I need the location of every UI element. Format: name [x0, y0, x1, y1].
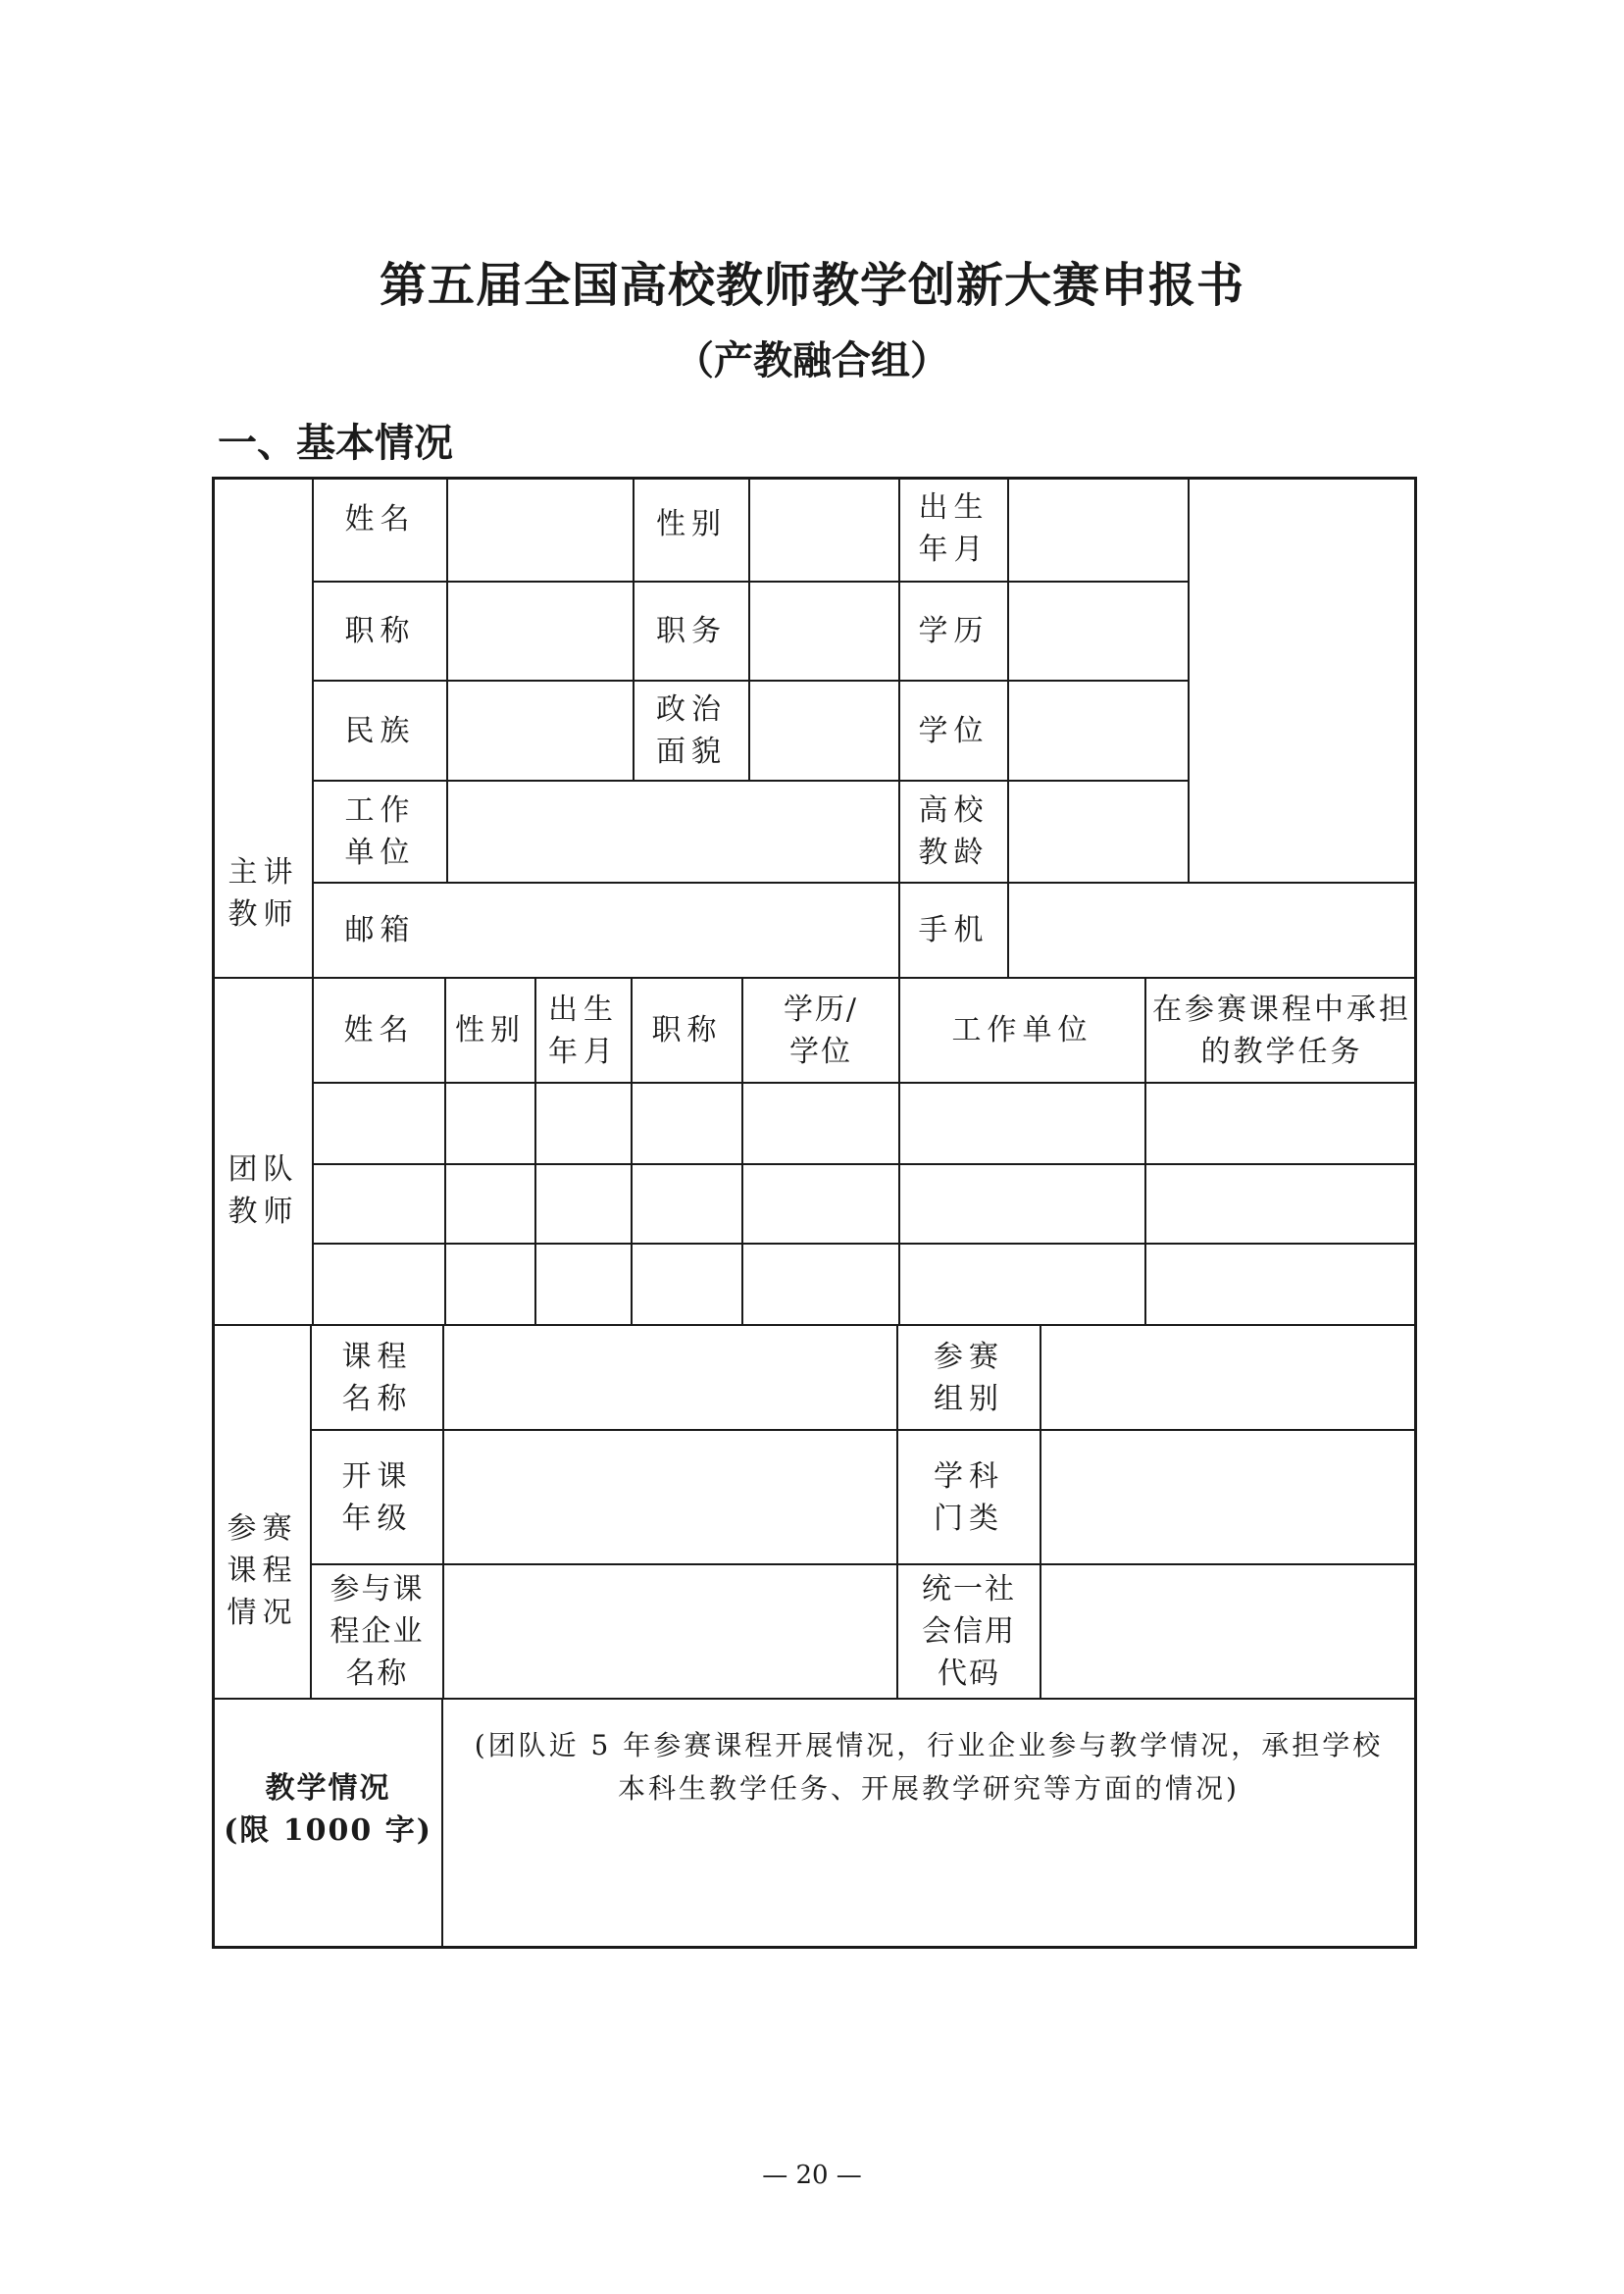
ethnicity-label: 民族	[344, 713, 416, 748]
team-column-header: 工作单位	[951, 1013, 1093, 1047]
workplace-label: 工作 单位	[344, 793, 416, 870]
position-field[interactable]	[750, 583, 898, 680]
teaching-years-label: 高校 教龄	[918, 793, 990, 870]
course-name-field[interactable]	[444, 1326, 896, 1429]
position-label: 职务	[656, 614, 727, 648]
name-field[interactable]	[448, 477, 633, 581]
name-label: 姓名	[344, 501, 416, 536]
credit-code-label: 统一社 会信用 代码	[922, 1572, 1016, 1691]
course-grade-label: 开课 年级	[341, 1458, 413, 1536]
political-status-field[interactable]	[750, 682, 898, 780]
competition-group-field[interactable]	[1041, 1326, 1417, 1429]
phone-field[interactable]	[1009, 884, 1417, 977]
team-column-header: 职称	[651, 1013, 723, 1047]
word-limit-note: (限 1000 字)	[224, 1813, 432, 1848]
professional-title-field[interactable]	[448, 583, 633, 680]
discipline-label: 学科 门类	[934, 1458, 1004, 1536]
email-field[interactable]	[448, 884, 898, 977]
enterprise-name-label: 参与课 程企业 名称	[330, 1572, 425, 1691]
team-teacher-section-label: 团队 教师	[228, 1152, 299, 1229]
education-field[interactable]	[1009, 583, 1188, 680]
photo-box[interactable]	[1190, 477, 1417, 882]
ethnicity-field[interactable]	[448, 682, 633, 780]
workplace-field[interactable]	[448, 782, 898, 882]
political-status-label: 政治 面貌	[656, 692, 727, 769]
birth-date-label: 出生 年月	[918, 490, 990, 567]
team-row[interactable]	[314, 1084, 1417, 1163]
course-name-label: 课程 名称	[341, 1339, 413, 1416]
phone-label: 手机	[918, 913, 990, 947]
education-label: 学历	[918, 614, 990, 648]
teaching-years-field[interactable]	[1009, 782, 1188, 882]
team-row[interactable]	[314, 1165, 1417, 1243]
teaching-situation-instructions: (团队近 5 年参赛课程开展情况，行业企业参与教学情况，承担学校 本科生教学任务、开展教学研究等方面的情况)	[474, 1729, 1384, 1805]
document-title: 第五届全国高校教师教学创新大赛申报书	[379, 258, 1244, 313]
teaching-situation-title: 教学情况	[265, 1771, 391, 1806]
discipline-field[interactable]	[1041, 1431, 1417, 1563]
team-column-header: 出生 年月	[548, 992, 619, 1069]
credit-code-field[interactable]	[1041, 1565, 1417, 1698]
gender-label: 性别	[656, 506, 727, 541]
degree-label: 学位	[918, 713, 990, 748]
course-grade-field[interactable]	[444, 1431, 896, 1563]
document-subtitle: （产教融合组）	[675, 338, 949, 383]
gender-field[interactable]	[750, 477, 898, 581]
team-column-header: 姓名	[343, 1013, 415, 1047]
teaching-situation-field[interactable]	[443, 1824, 1417, 1949]
degree-field[interactable]	[1009, 682, 1188, 780]
page-number: — 20 —	[762, 2161, 862, 2190]
team-row[interactable]	[314, 1245, 1417, 1324]
section-heading: 一、基本情况	[218, 421, 453, 466]
team-column-header: 性别	[455, 1013, 526, 1047]
teaching-situation-label	[215, 1700, 441, 1949]
competition-group-label: 参赛 组别	[934, 1339, 1004, 1416]
team-column-header: 学历/ 学位	[783, 992, 859, 1069]
email-label: 邮箱	[344, 913, 416, 947]
team-column-header: 在参赛课程中承担 的教学任务	[1152, 992, 1411, 1069]
enterprise-name-field[interactable]	[444, 1565, 896, 1698]
main-teacher-section-label: 主讲 教师	[228, 855, 299, 932]
course-section-label: 参赛 课程 情况	[227, 1511, 298, 1630]
professional-title-label: 职称	[344, 614, 416, 648]
birth-date-field[interactable]	[1009, 477, 1188, 581]
